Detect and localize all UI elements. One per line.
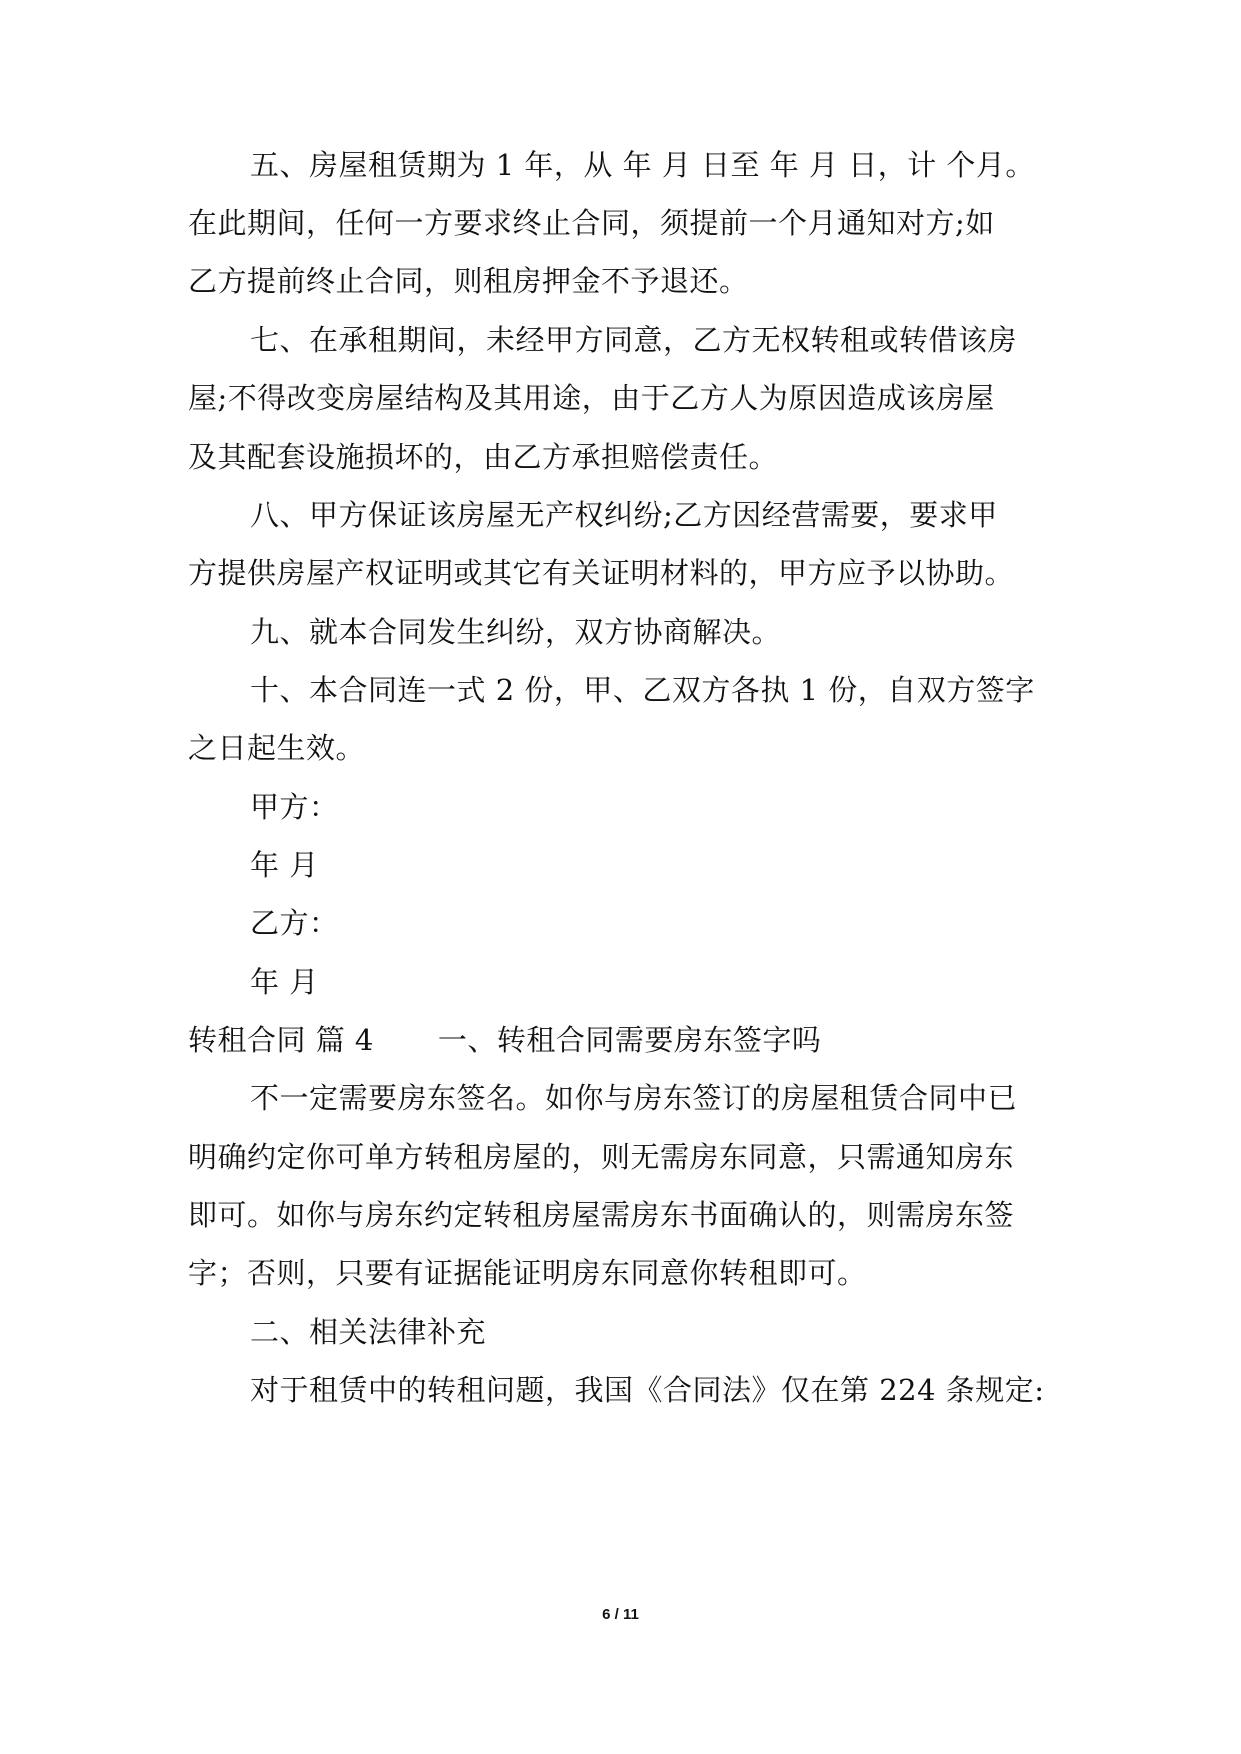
signature-date-b: 年 月 (250, 965, 319, 999)
subsection-heading: 二、相关法律补充 (250, 1315, 487, 1349)
signature-party-b-label: 乙方： (250, 906, 339, 940)
paragraph-line: 九、就本合同发生纠纷，双方协商解决。 (250, 615, 782, 649)
paragraph-line: 十、本合同连一式 2 份，甲、乙双方各执 1 份，自双方签字 (250, 673, 1035, 707)
section-heading (188, 1020, 821, 1060)
paragraph-line: 明确约定你可单方转租房屋的，则无需房东同意，只需通知房东 (188, 1140, 1015, 1174)
paragraph-line: 之日起生效。 (188, 731, 366, 765)
paragraph-line: 及其配套设施损坏的，由乙方承担赔偿责任。 (188, 440, 779, 474)
paragraph-line: 字；否则，只要有证据能证明房东同意你转租即可。 (188, 1256, 867, 1290)
page-number: 6 / 11 (602, 1606, 639, 1623)
paragraph-line: 屋;不得改变房屋结构及其用途，由于乙方人为原因造成该房屋 (188, 381, 995, 415)
paragraph-line: 五、房屋租赁期为 1 年，从 年 月 日至 年 月 日，计 个月。 (250, 148, 1035, 182)
paragraph-line: 方提供房屋产权证明或其它有关证明材料的，甲方应予以协助。 (188, 556, 1015, 590)
paragraph-line: 即可。如你与房东约定转租房屋需房东书面确认的，则需房东签 (188, 1198, 1015, 1232)
signature-party-a-label: 甲方： (250, 790, 339, 824)
section-subtitle: 一、转租合同需要房东签字吗 (437, 1023, 822, 1057)
paragraph-line: 在此期间，任何一方要求终止合同，须提前一个月通知对方;如 (188, 206, 995, 240)
paragraph-line: 对于租赁中的转租问题，我国《合同法》仅在第 224 条规定: (250, 1373, 1045, 1407)
paragraph-line: 八、甲方保证该房屋无产权纠纷;乙方因经营需要，要求甲 (250, 498, 998, 532)
paragraph-line: 乙方提前终止合同，则租房押金不予退还。 (188, 264, 749, 298)
paragraph-line: 七、在承租期间，未经甲方同意，乙方无权转租或转借该房 (250, 323, 1018, 357)
section-title: 转租合同 篇 4 (188, 1023, 374, 1057)
paragraph-line: 不一定需要房东签名。如你与房东签订的房屋租赁合同中已 (250, 1081, 1018, 1115)
signature-date-a: 年 月 (250, 848, 319, 882)
